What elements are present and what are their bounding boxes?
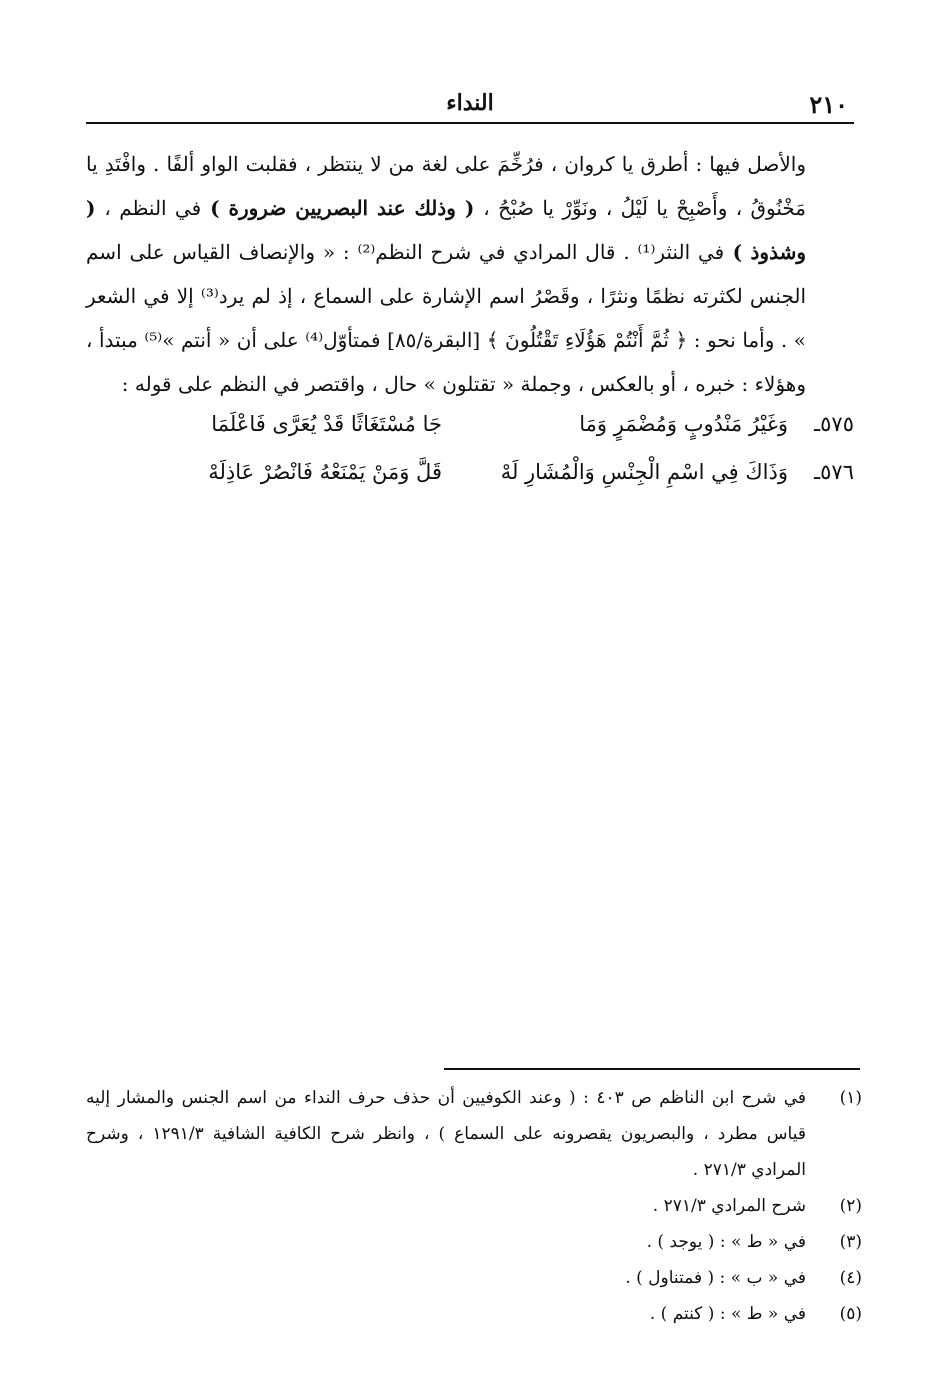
footnote-number: (٣) [839,1232,862,1252]
footnote-item [86,1080,862,1188]
footnote-item [86,1296,862,1332]
footnote-item [86,1260,862,1296]
footnote-number: (٢) [839,1196,862,1216]
text-run: في النثر⁽¹⁾ . قال المرادي في شرح النظم⁽²⁾ : « والإنصاف القياس على اسم الجنس لكثرته نظمًا ونثرًا ، وقَصْرُ اسم الإشارة على السماع ، إذ لم يرد⁽³⁾ إلا في الشعر » . وأما نحو : ﴿ ثُمَّ أَنْتُمْ هَؤُلَاءِ تَقْتُلُونَ ﴾ [البقرة/٨٥] فمتأوّل⁽⁴⁾ على أن « أنتم »⁽⁵⁾ مبتدأ ، وهؤلاء : خبره ، أو بالعكس ، وجملة « تقتلون » حال ، واقتصر في النظم على قوله : [86,240,807,396]
verse-second-hemistich: قَلَّ وَمَنْ يَمْنَعْهُ فَانْصُرْ عَاذِلَهْ [208,460,442,484]
footnote-number: (٥) [839,1304,862,1324]
running-title: النداء [446,90,494,116]
bold-phrase: ( وذلك عند البصريين ضرورة ) [201,196,484,220]
page-header [86,88,854,124]
text-run: في النظم ، [104,196,202,220]
footnote-text: في « ط » : ( يوجد ) . [646,1232,806,1252]
footnote-text: في شرح ابن الناظم ص ٤٠٣ : ( وعند الكوفيين أن حذف حرف النداء من اسم الجنس والمشار إليه قياس مطرد ، والبصريون يقصرونه على السماع ) ، وانظر شرح الكافية الشافية ١٢٩١/٣ ، وشرح المرادي ٢٧١/٣ . [86,1088,807,1180]
footnote-number: (٤) [839,1268,862,1288]
verse-first-hemistich: وَذَاكَ فِي اسْمِ الْجِنْسِ وَالْمُشَارِ لَهْ [500,460,788,484]
verse-line [130,412,854,452]
page-number: ٢١٠ [809,90,848,119]
main-text [86,142,854,406]
footnotes [86,1080,862,1332]
text-run: والأصل فيها : أطرق يا كروان ، فرُخِّمَ على لغة من لا ينتظر ، فقلبت الواو ألفًا . وافْتَدِ يا مَخْنُوقُ ، وأَصْبِحْ يا لَيْلُ ، ونَوِّرْ يا صُبْحُ ، [86,152,806,220]
footnote-text: في « ط » : ( كنتم ) . [649,1304,806,1324]
footnote-divider [444,1068,860,1070]
verse-second-hemistich: جَا مُسْتَغَاثًا قَدْ يُعَرَّى فَاعْلَمَا [211,412,442,436]
bold-phrase: ( وشذوذ ) [86,196,806,264]
footnote-item [86,1224,862,1260]
footnote-item [86,1188,862,1224]
verse-number: ٥٧٦ـ [814,460,854,484]
verse-number: ٥٧٥ـ [814,412,854,436]
verse-line [130,460,854,500]
footnote-text: في « ب » : ( فمتناول ) . [625,1268,806,1288]
main-paragraph [86,142,854,406]
verse-first-hemistich: وَغَيْرُ مَنْدُوبٍ وَمُضْمَرٍ وَمَا [579,412,788,436]
footnote-text: شرح المرادي ٢٧١/٣ . [652,1196,806,1216]
footnote-number: (١) [839,1088,862,1108]
